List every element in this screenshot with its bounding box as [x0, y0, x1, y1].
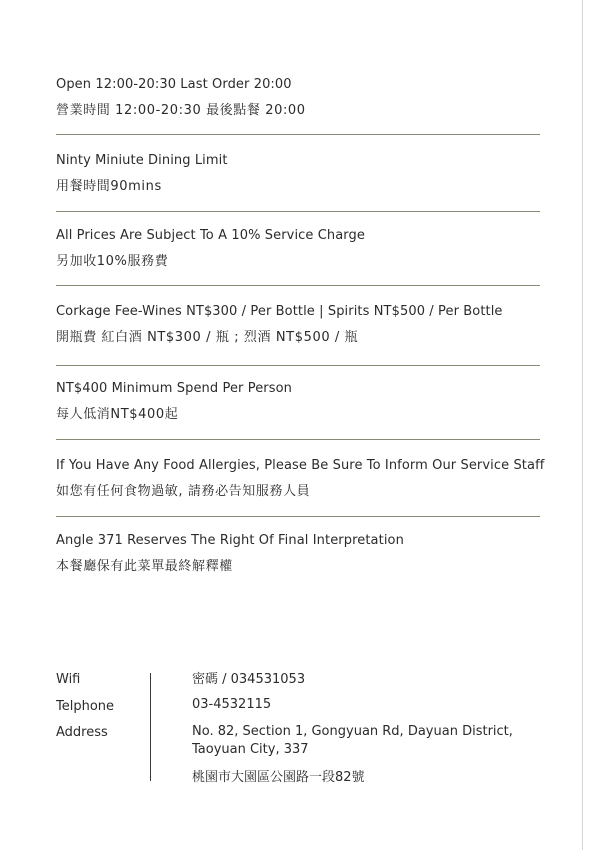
notice-text-zh: 本餐廳保有此菜單最終解釋權 [56, 559, 233, 574]
address-line-2: Taoyuan City, 337 [192, 742, 309, 757]
info-vertical-rule [150, 673, 151, 781]
notice-text-zh: 用餐時間90mins [56, 179, 162, 194]
notice-text-zh: 如您有任何食物過敏, 請務必告知服務人員 [56, 484, 311, 499]
divider [56, 516, 540, 517]
allergy-notice [56, 458, 545, 500]
wifi-password: 密碼 / 034531053 [192, 672, 306, 687]
notice-text-zh: 營業時間 12:00-20:30 最後點餐 20:00 [56, 103, 306, 118]
notice-text-zh: 另加收10%服務費 [56, 254, 169, 269]
final-interpretation-notice [56, 533, 540, 575]
telephone-number: 03-4532115 [192, 697, 272, 712]
wifi-label: Wifi [56, 672, 81, 687]
page-edge [582, 0, 583, 850]
divider [56, 285, 540, 286]
divider [56, 365, 540, 366]
divider [56, 211, 540, 212]
notice-text-en: NT$400 Minimum Spend Per Person [56, 381, 293, 396]
notice-text-en: Open 12:00-20:30 Last Order 20:00 [56, 77, 292, 92]
notice-text-en: If You Have Any Food Allergies, Please Be Sure To Inform Our Service Staff [56, 458, 545, 473]
minimum-spend-notice [56, 381, 540, 423]
notice-text-en: Angle 371 Reserves The Right Of Final Interpretation [56, 533, 404, 548]
address-chinese: 桃園市大園區公園路一段82號 [192, 770, 365, 785]
address-line-1: No. 82, Section 1, Gongyuan Rd, Dayuan District, [192, 724, 513, 739]
notice-text-en: All Prices Are Subject To A 10% Service Charge [56, 228, 365, 243]
notice-text-en: Ninty Miniute Dining Limit [56, 153, 228, 168]
notice-text-en: Corkage Fee-Wines NT$300 / Per Bottle | Spirits NT$500 / Per Bottle [56, 304, 503, 319]
notice-text-zh: 每人低消NT$400起 [56, 407, 179, 422]
dining-limit-notice [56, 153, 540, 195]
notice-text-zh: 開瓶費 紅白酒 NT$300 / 瓶 ; 烈酒 NT$500 / 瓶 [56, 330, 359, 345]
service-charge-notice [56, 228, 540, 270]
divider [56, 439, 540, 440]
corkage-fee-notice [56, 304, 540, 346]
opening-hours-notice [56, 77, 540, 119]
divider [56, 134, 540, 135]
telephone-label: Telphone [56, 699, 115, 714]
address-label: Address [56, 725, 108, 740]
